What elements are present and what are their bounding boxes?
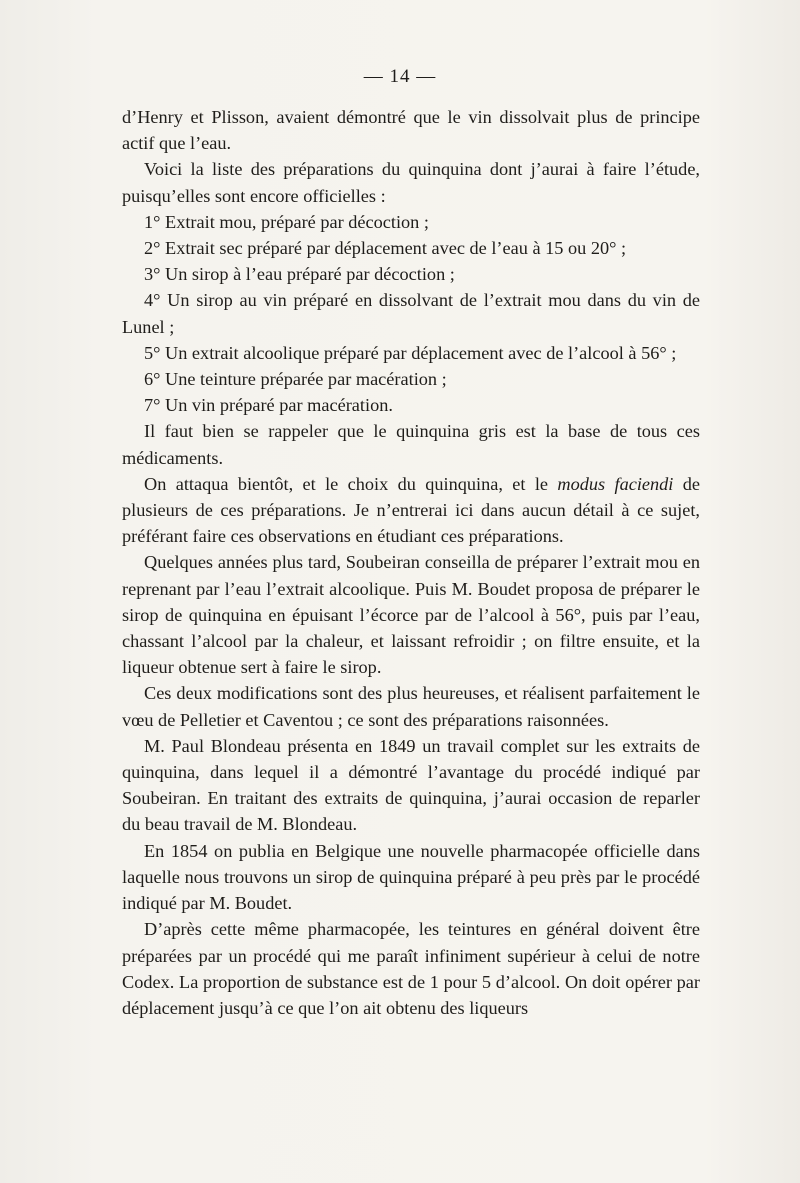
paragraph: D’après cette même pharmacopée, les teintures en général doivent être préparées par un procédé qui me paraît infiniment supérieur à celui de notre Codex. La proportion de substance est de 1 pour 5 d’alcool. On doit opérer par déplacement jusqu’à ce que l’on ait obtenu des liqueurs xyxy=(122,919,700,1018)
list-item: 5° Un extrait alcoolique préparé par déplacement avec de l’alcool à 56° ; xyxy=(144,342,677,363)
paragraph xyxy=(122,471,700,550)
list-item: 7° Un vin préparé par macération. xyxy=(144,395,393,416)
paragraph: Voici la liste des préparations du quinquina dont j’aurai à faire l’étude, puisqu’elles sont encore officielles : xyxy=(122,159,700,206)
paragraph-text: de plusieurs de ces préparations. Je n’entrerai ici dans aucun détail à ce sujet, préférant faire ces observations en étudiant ces préparations. xyxy=(122,473,701,547)
paragraph: Il faut bien se rappeler que le quinquina gris est la base de tous ces médicaments. xyxy=(122,421,700,468)
body-text xyxy=(122,104,700,1021)
list-item: 6° Une teinture préparée par macération ; xyxy=(144,369,447,390)
paragraph-text: On attaqua bientôt, et le choix du quinquina, et le xyxy=(144,473,558,494)
paragraph: En 1854 on publia en Belgique une nouvelle pharmacopée officielle dans laquelle nous trouvons un sirop de quinquina préparé à peu près par le procédé indiqué par M. Boudet. xyxy=(122,840,700,914)
page-number: — 14 — xyxy=(363,66,437,87)
list-item: 4° Un sirop au vin préparé en dissolvant de l’extrait mou dans du vin de Lunel ; xyxy=(122,290,700,337)
list-item: 3° Un sirop à l’eau préparé par décoction ; xyxy=(144,264,455,285)
paragraph: M. Paul Blondeau présenta en 1849 un travail complet sur les extraits de quinquina, dans lequel il a démontré l’avantage du procédé indiqué par Soubeiran. En traitant des extraits de quinquina, j’aurai occasion de reparler du beau travail de M. Blondeau. xyxy=(122,735,700,835)
emphasis-text: modus faciendi xyxy=(557,473,674,494)
paragraph: Quelques années plus tard, Soubeiran conseilla de préparer l’extrait mou en reprenant par l’eau l’extrait alcoolique. Puis M. Boudet proposa de préparer le sirop de quinquina en épuisant l’écorce par de l’alcool à 56°, puis par l’eau, chassant l’alcool par la chaleur, et laissant refroidir ; on filtre ensuite, et la liqueur obtenue sert à faire le sirop. xyxy=(122,552,700,678)
paragraph: d’Henry et Plisson, avaient démontré que le vin dissolvait plus de principe actif que l’eau. xyxy=(122,107,700,154)
list-item: 1° Extrait mou, préparé par décoction ; xyxy=(144,211,429,232)
paragraph: Ces deux modifications sont des plus heureuses, et réalisent parfaitement le vœu de Pelletier et Caventou ; ce sont des préparations raisonnées. xyxy=(122,683,700,730)
list-item: 2° Extrait sec préparé par déplacement avec de l’eau à 15 ou 20° ; xyxy=(144,238,627,259)
